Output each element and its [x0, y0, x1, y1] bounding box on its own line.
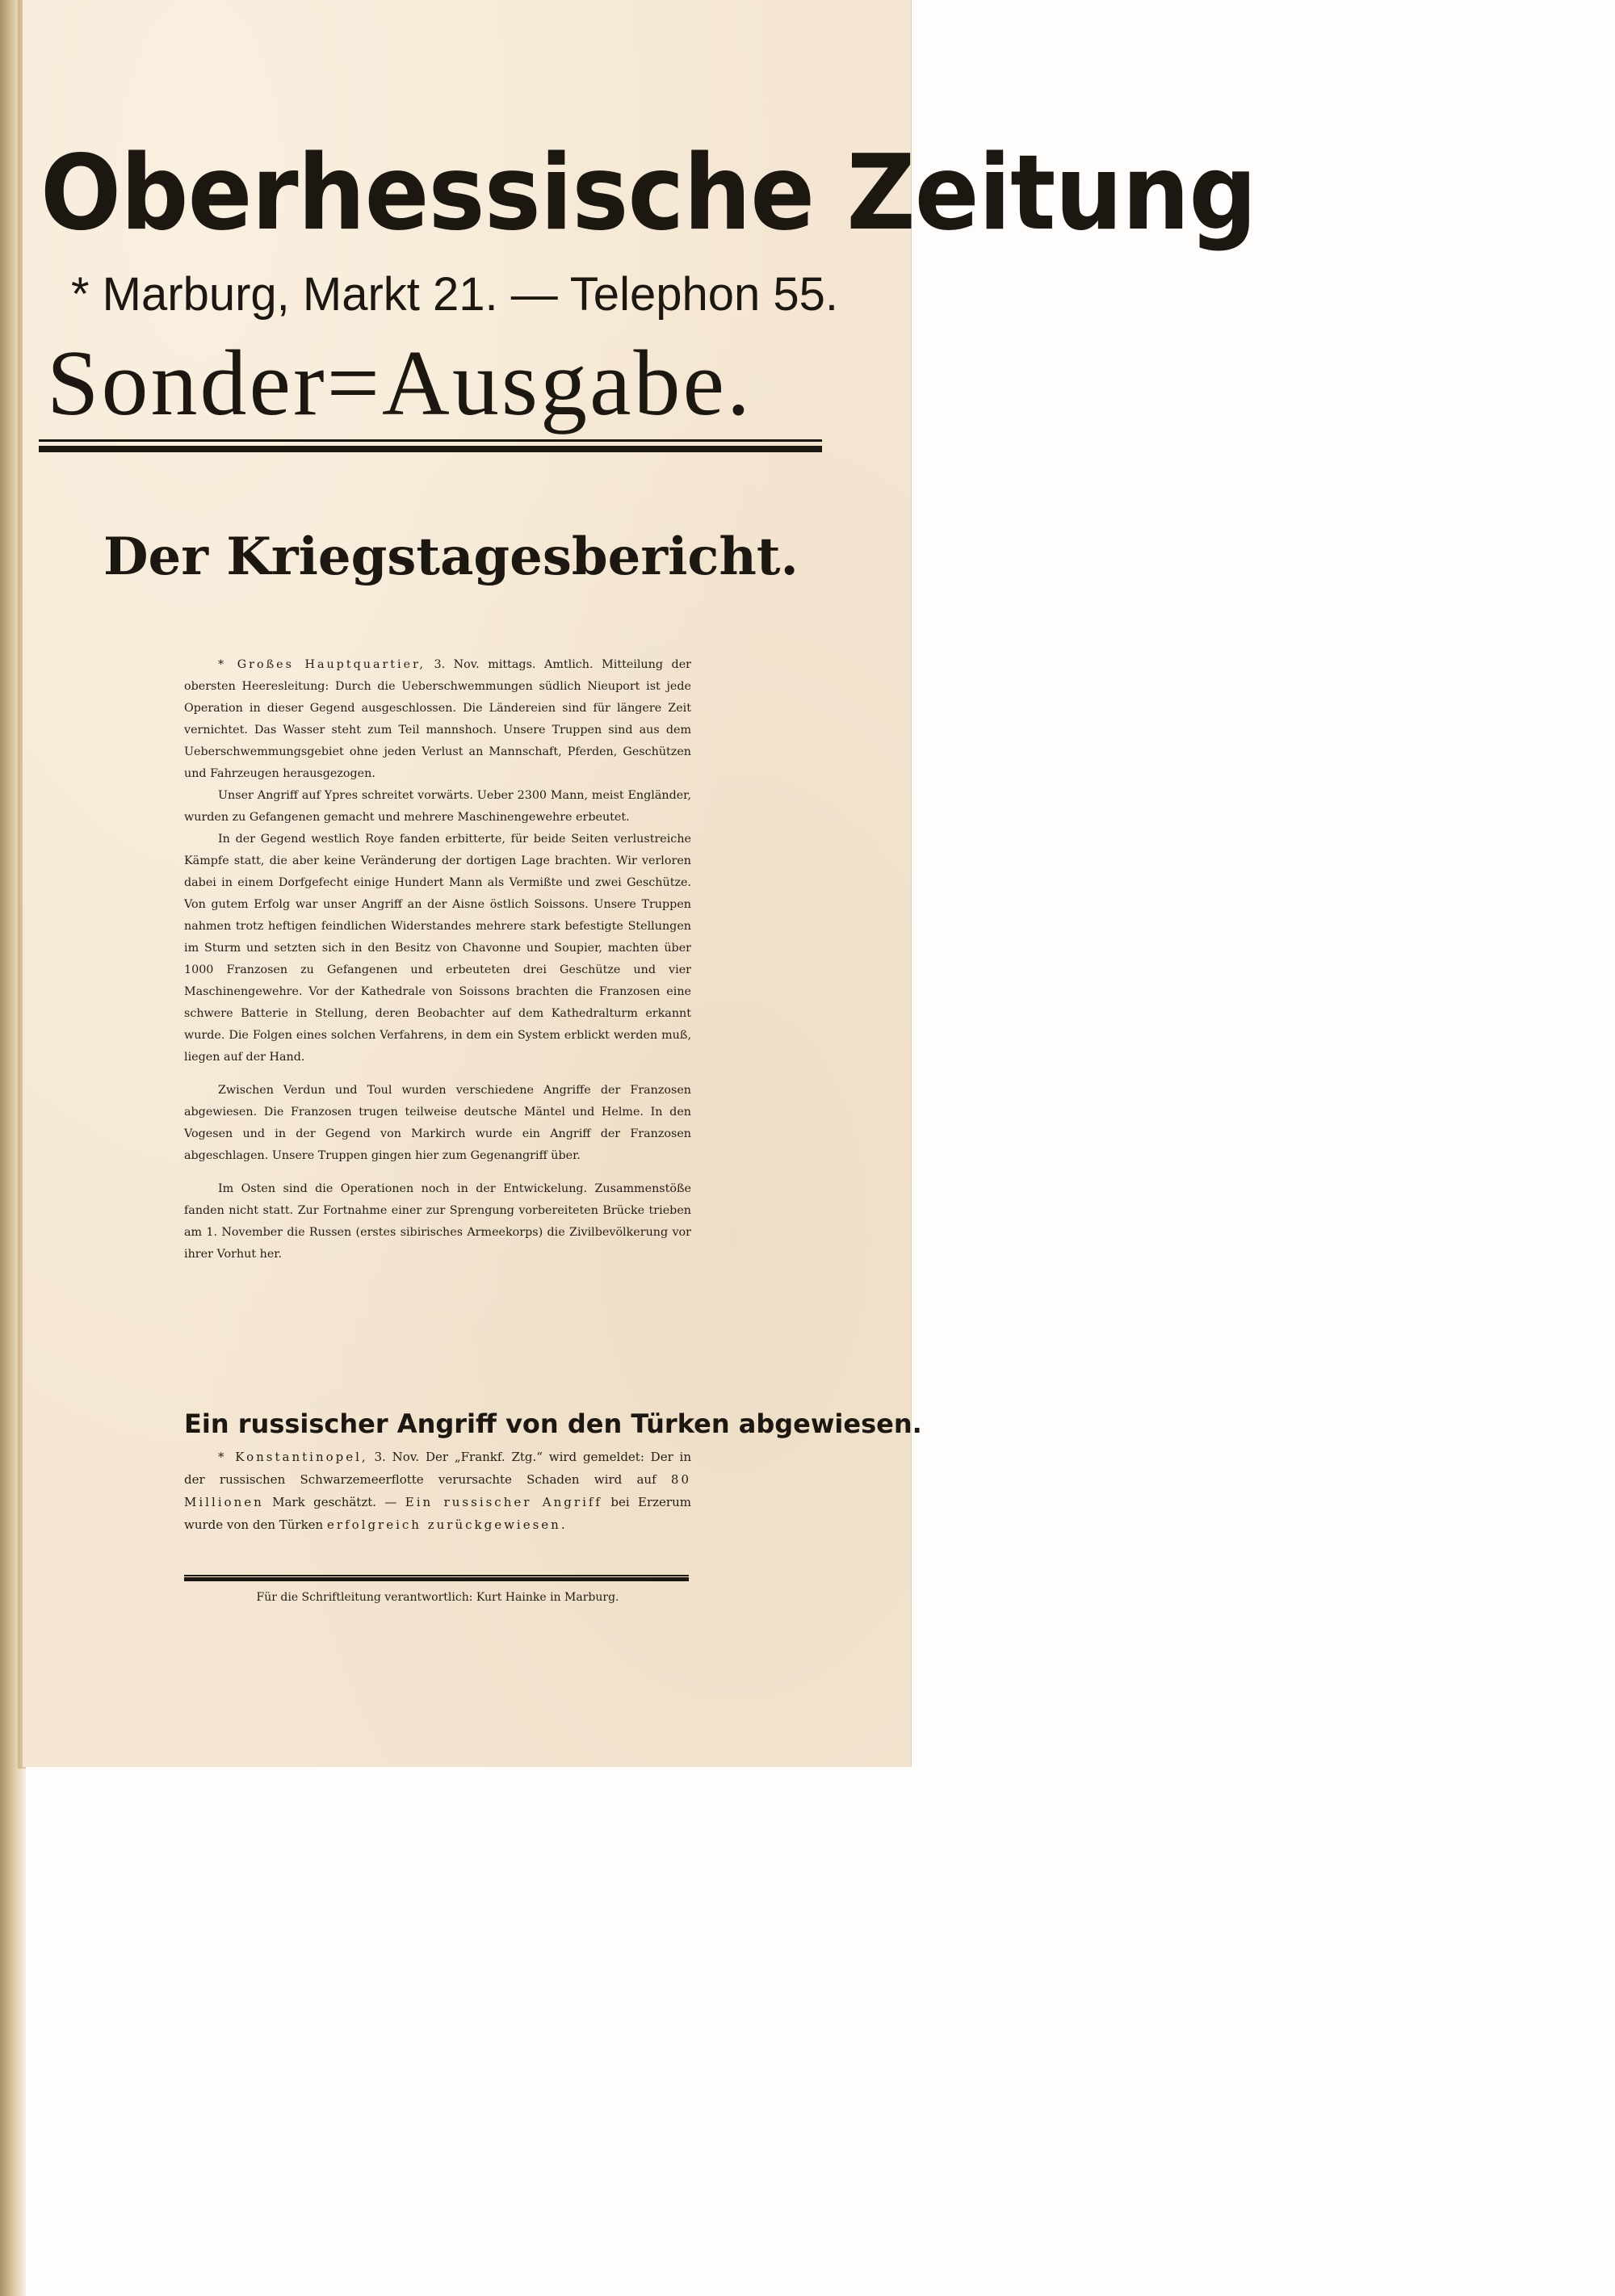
page-headline: Der Kriegstagesbericht. — [103, 527, 799, 587]
sub-headline: Ein russischer Angriff von den Türken abgewiesen. — [184, 1408, 922, 1439]
constantinople-dateline: * Konstantinopel, — [218, 1450, 368, 1464]
report-dateline: * Großes Hauptquartier, — [218, 658, 426, 671]
newspaper-title: Oberhessische Zeitung — [40, 133, 1256, 254]
report-paragraph-3: In der Gegend westlich Roye fanden erbitterte, für beide Seiten verlustreiche Kämpfe statt, die aber keine Veränderung der dortigen Lage brachten. Wir verloren dabei in einem Dorfgefecht einige Hundert Mann als Vermißte und zwei Geschütze. Von gutem Erfolg war unser Angriff an der Aisne östlich Soissons. Unsere Truppen nahmen trotz heftigen feindlichen Widerstandes mehrere stark befestigte Stellungen im Sturm und setzten sich in den Besitz von Chavonne und Soupier, machten über 1000 Franzosen zu Gefangenen und erbeuteten drei Geschütze und vier Maschinengewehre. Vor der Kathedrale von Soissons brachten die Franzosen eine schwere Batterie in Stellung, deren Beobachter auf dem Kathedralturm erkannt wurde. Die Folgen eines solchen Verfahrens, in dem ein System erblickt werden muß, liegen auf der Hand. — [184, 833, 691, 1064]
report-paragraph-4: Zwischen Verdun und Toul wurden verschiedene Angriffe der Franzosen abgewiesen. Die Franzosen trugen teilweise deutsche Mäntel und Helme. In den Vogesen und in der Gegend von Markirch wurde ein Angriff der Franzosen abgeschlagen. Unsere Truppen gingen hier zum Gegenangriff über. — [184, 1084, 691, 1162]
newspaper-address: * Marburg, Markt 21. — Telephon 55. — [71, 268, 838, 321]
russian-attack-phrase: Ein russischer Angriff — [405, 1495, 602, 1509]
editor-credit: Für die Schriftleitung verantwortlich: Kurt Hainke in Marburg. — [256, 1591, 619, 1604]
footer-rule — [184, 1575, 689, 1581]
newspaper-page — [23, 0, 1256, 1767]
report-paragraph-1 — [184, 654, 691, 785]
report-paragraph-2: Unser Angriff auf Ypres schreitet vorwärts. Ueber 2300 Mann, meist Engländer, wurden zu Gefangenen gemacht und mehrere Maschinengewehre erbeutet. — [184, 789, 691, 824]
report-paragraph-5: Im Osten sind die Operationen noch in der Entwickelung. Zusammenstöße fanden nicht statt. Zur Fortnahme einer zur Sprengung vorbereiteten Brücke trieben am 1. November die Russen (erstes sibirisches Armeekorps) die Zivilbevölkerung vor ihrer Vorhut her. — [184, 1182, 691, 1261]
war-report-article — [184, 654, 691, 1266]
constantinople-paragraph — [184, 1446, 691, 1536]
constantinople-text-2: Mark geschätzt. — — [272, 1495, 397, 1509]
constantinople-text-1: 3. Nov. Der „Frankf. Ztg.“ wird gemeldet: Der in der russischen Schwarzemeerflotte verursachte Schaden wird auf — [184, 1450, 692, 1487]
report-paragraph-1-text: 3. Nov. mittags. Amtlich. Mitteilung der obersten Heeresleitung: Durch die Ueberschwemmungen südlich Nieuport ist jede Operation in dieser Gegend ausgeschlossen. Die Ländereien sind für längere Zeit vernichtet. Das Wasser steht zum Teil mannshoch. Unsere Truppen sind aus dem Ueberschwemmungsgebiet ohne jeden Verlust an Mannschaft, Pferden, Geschützen und Fahrzeugen herausgezogen. — [184, 658, 692, 780]
masthead-rule — [39, 439, 822, 452]
damage-amount: 80 Millionen — [184, 1472, 691, 1509]
special-edition-label: Sonder=Ausgabe. — [47, 332, 753, 435]
repelled-phrase: erfolgreich zurückgewiesen. — [327, 1517, 568, 1532]
constantinople-text-3: bei Erzerum wurde von den Türken — [184, 1495, 691, 1532]
constantinople-report — [184, 1446, 691, 1536]
